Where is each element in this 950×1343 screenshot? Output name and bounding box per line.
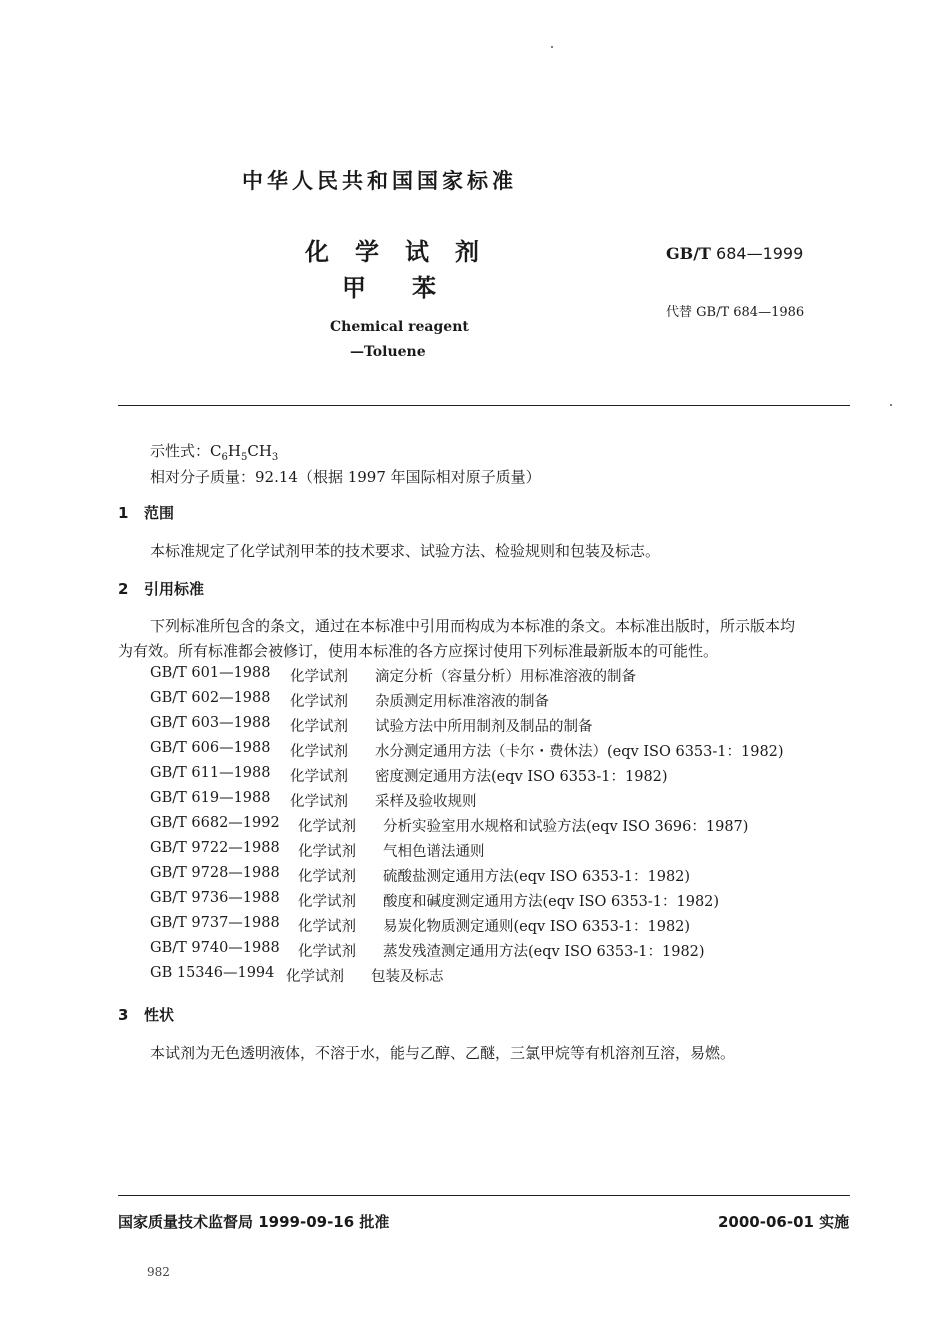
header-divider xyxy=(118,405,850,406)
scan-mark xyxy=(551,46,553,48)
scan-mark xyxy=(890,404,892,406)
national-standard-heading: 中华人民共和国国家标准 xyxy=(242,169,517,193)
subtitle-chinese: 甲苯 xyxy=(342,274,482,302)
title-english-line2: —Toluene xyxy=(350,344,426,360)
replaces-standard: 代替 GB/T 684—1986 xyxy=(666,305,805,320)
approval-date: 国家质量技术监督局 1999-09-16 批准 xyxy=(118,1213,390,1231)
standard-number-value: 684—1999 xyxy=(716,244,804,263)
implementation-date: 2000-06-01 实施 xyxy=(718,1213,850,1231)
section-1-heading: 1 范围 xyxy=(118,504,175,522)
standard-number xyxy=(666,244,803,263)
section-1-text: 本标准规定了化学试剂甲苯的技术要求、试验方法、检验规则和包装及标志。 xyxy=(150,542,661,560)
section-2-text-line2: 为有效。所有标准都会被修订，使用本标准的各方应探讨使用下列标准最新版本的可能性。 xyxy=(118,642,719,660)
structural-formula: 示性式：$C_6H_5CH_3$ xyxy=(150,442,279,463)
section-3-heading: 3 性状 xyxy=(118,1006,175,1024)
section-3-text: 本试剂为无色透明液体，不溶于水，能与乙醇、乙醚，三氯甲烷等有机溶剂互溶，易燃。 xyxy=(150,1044,736,1062)
title-english-line1: Chemical reagent xyxy=(330,319,469,335)
page-number: 982 xyxy=(147,1265,170,1279)
section-2-text-line1: 下列标准所包含的条文，通过在本标准中引用而构成为本标准的条文。本标准出版时，所示版本均 xyxy=(150,617,796,635)
molecular-mass: 相对分子质量：92.14（根据 1997 年国际相对原子质量） xyxy=(150,468,541,486)
footer-divider xyxy=(118,1195,850,1196)
standard-code: GB/T xyxy=(666,244,711,263)
title-chinese: 化学试剂 xyxy=(305,238,505,266)
section-2-heading: 2 引用标准 xyxy=(118,580,205,598)
